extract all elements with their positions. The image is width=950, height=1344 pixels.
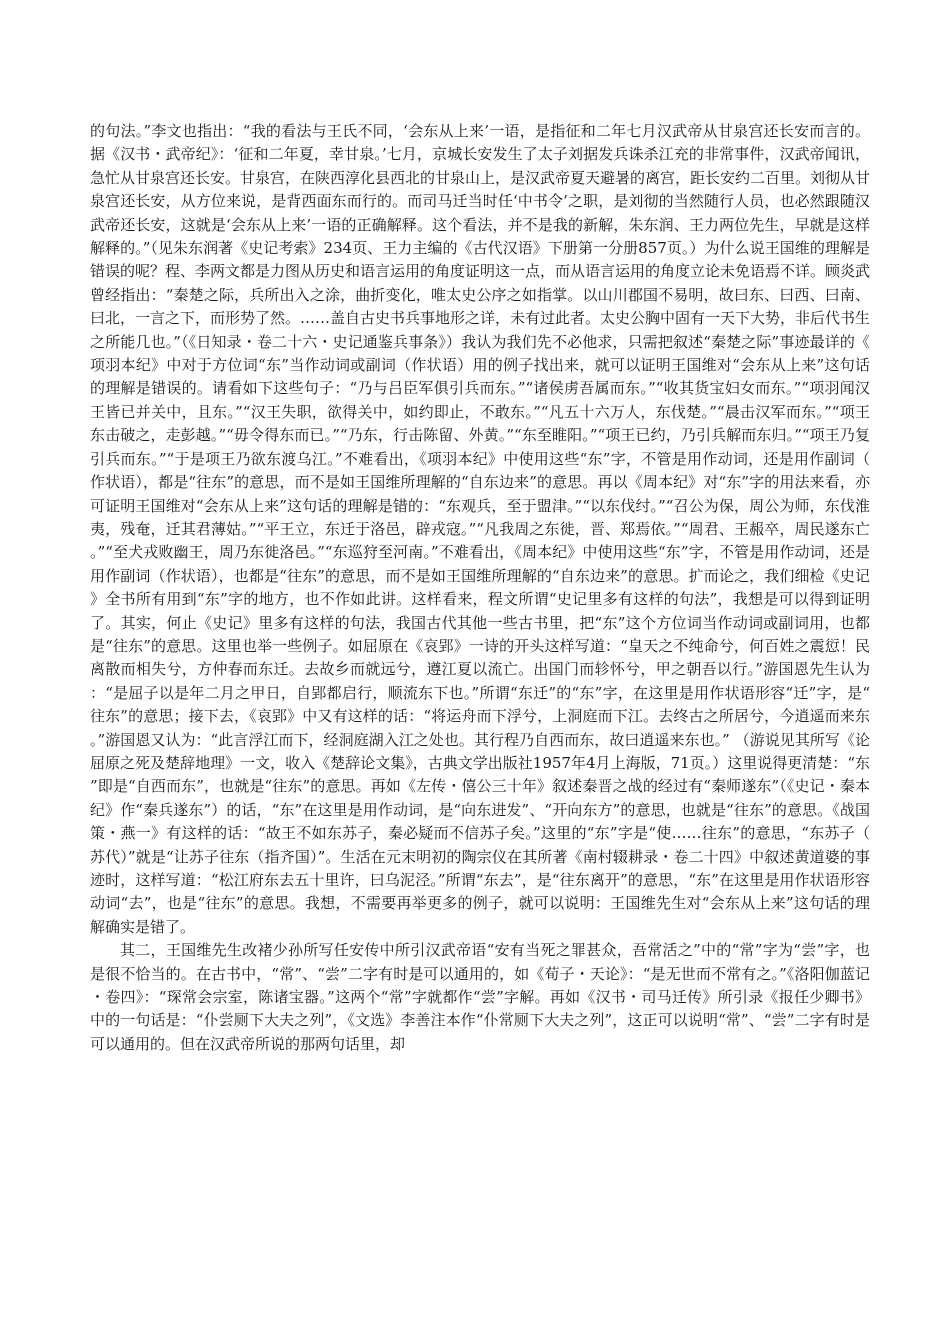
document-page: [90, 120, 870, 1056]
body-paragraph-second-point: 其二，王国维先生改褚少孙所写任安传中所引汉武帝语“安有当死之罪甚众，吾常活之”中的“常”字为“尝”字，也是很不恰当的。在古书中，“常”、“尝”二字有时是可以通用的，如《荀子・天论》：“是无世而不常有之。”《洛阳伽蓝记・卷四》：“琛常会宗室，陈诸宝器。”这两个“常”字就都作“尝”字解。再如《汉书・司马迁传》所引录《报任少卿书》中的一句话是：“仆尝厕下大夫之列”，《文选》李善注本作“仆常厕下大夫之列”，这正可以说明“常”、“尝”二字有时是可以通用的。但在汉武帝所说的那两句话里，却: [90, 941, 870, 1053]
body-paragraph-continued: 的句法。”李文也指出：“我的看法与王氏不同，‘会东从上来’一语，是指征和二年七月汉武帝从甘泉宫还长安而言的。据《汉书・武帝纪》：‘征和二年夏，幸甘泉。’七月，京城长安发生了太子刘据发兵诛杀江充的非常事件，汉武帝闻讯，急忙从甘泉宫还长安。甘泉宫，在陕西淳化县西北的甘泉山上，是汉武帝夏天避暑的离宫，距长安约二百里。刘彻从甘泉宫还长安，从方位来说，是背西面东而行的。而司马迁当时任‘中书令’之职，是刘彻的当然随行人员，也必然跟随汉武帝还长安，这就是‘会东从上来’一语的正确解释。这个看法，并不是我的新解，朱东润、王力两位先生，早就是这样解释的。”（见朱东润著《史记考索》234页、王力主编的《古代汉语》下册第一分册857页。）为什么说王国维的理解是错误的呢？程、李两文都是力图从历史和语言运用的角度证明这一点，而从语言运用的角度立论未免语焉不详。顾炎武曾经指出：“秦楚之际，兵所出入之涂，曲折变化，唯太史公序之如指掌。以山川郡国不易明，故曰东、曰西、曰南、曰北，一言之下，而形势了然。……盖自古史书兵事地形之详，未有过此者。太史公胸中固有一天下大势，非后代书生之所能几也。”（《日知录・卷二十六・史记通鉴兵事条》）我认为我们先不必他求，只需把叙述“秦楚之际”事迹最详的《项羽本纪》中对于方位词“东”当作动词或副词（作状语）用的例子找出来，就可以证明王国维对“会东从上来”这句话的理解是错误的。请看如下这些句子：“乃与吕臣军俱引兵而东。”“诸侯虏吾属而东。”“收其货宝妇女而东。”“项羽闻汉王皆已并关中，且东。”“汉王失职，欲得关中，如约即止，不敢东。”“凡五十六万人，东伐楚。”“晨击汉军而东。”“项王东击破之，走彭越。”“毋令得东而已。”“乃东，行击陈留、外黄。”“东至睢阳。”“项王已约，乃引兵解而东归。”“项王乃复引兵而东。”“于是项王乃欲东渡乌江。”不难看出，《项羽本纪》中使用这些“东”字，不管是用作动词，还是用作副词（作状语），都是“往东”的意思，而不是如王国维所理解的“自东边来”的意思。再以《周本纪》对“东”字的用法来看，亦可证明王国维对“会东从上来”这句话的理解是错的：“东观兵，至于盟津。”“以东伐纣。”“召公为保，周公为师，东伐淮夷，残奄，迁其君薄姑。”“平王立，东迁于洛邑，辟戎寇。”“凡我周之东徙，晋、郑焉依。”“周君、王赧卒，周民遂东亡。”“至犬戎败幽王，周乃东徙洛邑。”“东巡狩至河南。”不难看出，《周本纪》中使用这些“东”字，不管是用作动词，还是用作副词（作状语），也都是“往东”的意思，而不是如王国维所理解的“自东边来”的意思。扩而论之，我们细检《史记》全书所有用到“东”字的地方，也不作如此讲。这样看来，程文所谓“史记里多有这样的句法”，我想是可以得到证明了。其实，何止《史记》里多有这样的句法，我国古代其他一些古书里，把“东”这个方位词当作动词或副词用，也都是“往东”的意思。这里也举一些例子。如屈原在《哀郢》一诗的开头这样写道：“皇天之不纯命兮，何百姓之震愆！民离散而相失兮，方仲春而东迁。去故乡而就远兮，遵江夏以流亡。出国门而轸怀兮，甲之朝吾以行。”游国恩先生认为：“是屈子以是年二月之甲日，自郢都启行，顺流东下也。”所谓“东迁”的“东”字，在这里是用作状语形容“迁”字，是“往东”的意思；接下去，《哀郢》中又有这样的话：“将运舟而下浮兮，上洞庭而下江。去终古之所居兮，今逍遥而来东。”游国恩又认为：“此言浮江而下，经洞庭湖入江之处也。其行程乃自西而东，故曰逍遥来东也。” （游说见其所写《论屈原之死及楚辞地理》一文，收入《楚辞论文集》，古典文学出版社1957年4月上海版，71页。）这里说得更清楚：“东”即是“自西而东”，也就是“往东”的意思。再如《左传・僖公三十年》叙述秦晋之战的经过有“秦师遂东”（《史记・秦本纪》作“秦兵遂东”）的话，“东”在这里是用作动词，是“向东进发”、“开向东方”的意思，也就是“往东”的意思。《战国策・燕一》有这样的话：“故王不如东苏子，秦必疑而不信苏子矣。”这里的“东”字是“使……往东”的意思，“东苏子（苏代）”就是“让苏子往东（指齐国）”。生活在元末明初的陶宗仪在其所著《南村辍耕录・卷二十四》中叙述黄道婆的事迹时，这样写道：“松江府东去五十里许，曰乌泥泾。”所谓“东去”，是“往东离开”的意思，“东”在这里是用作状语形容动词“去”，也是“往东”的意思。我想，不需要再举更多的例子，就可以说明：王国维先生对“会东从上来”这句话的理解确实是错了。: [90, 122, 871, 936]
